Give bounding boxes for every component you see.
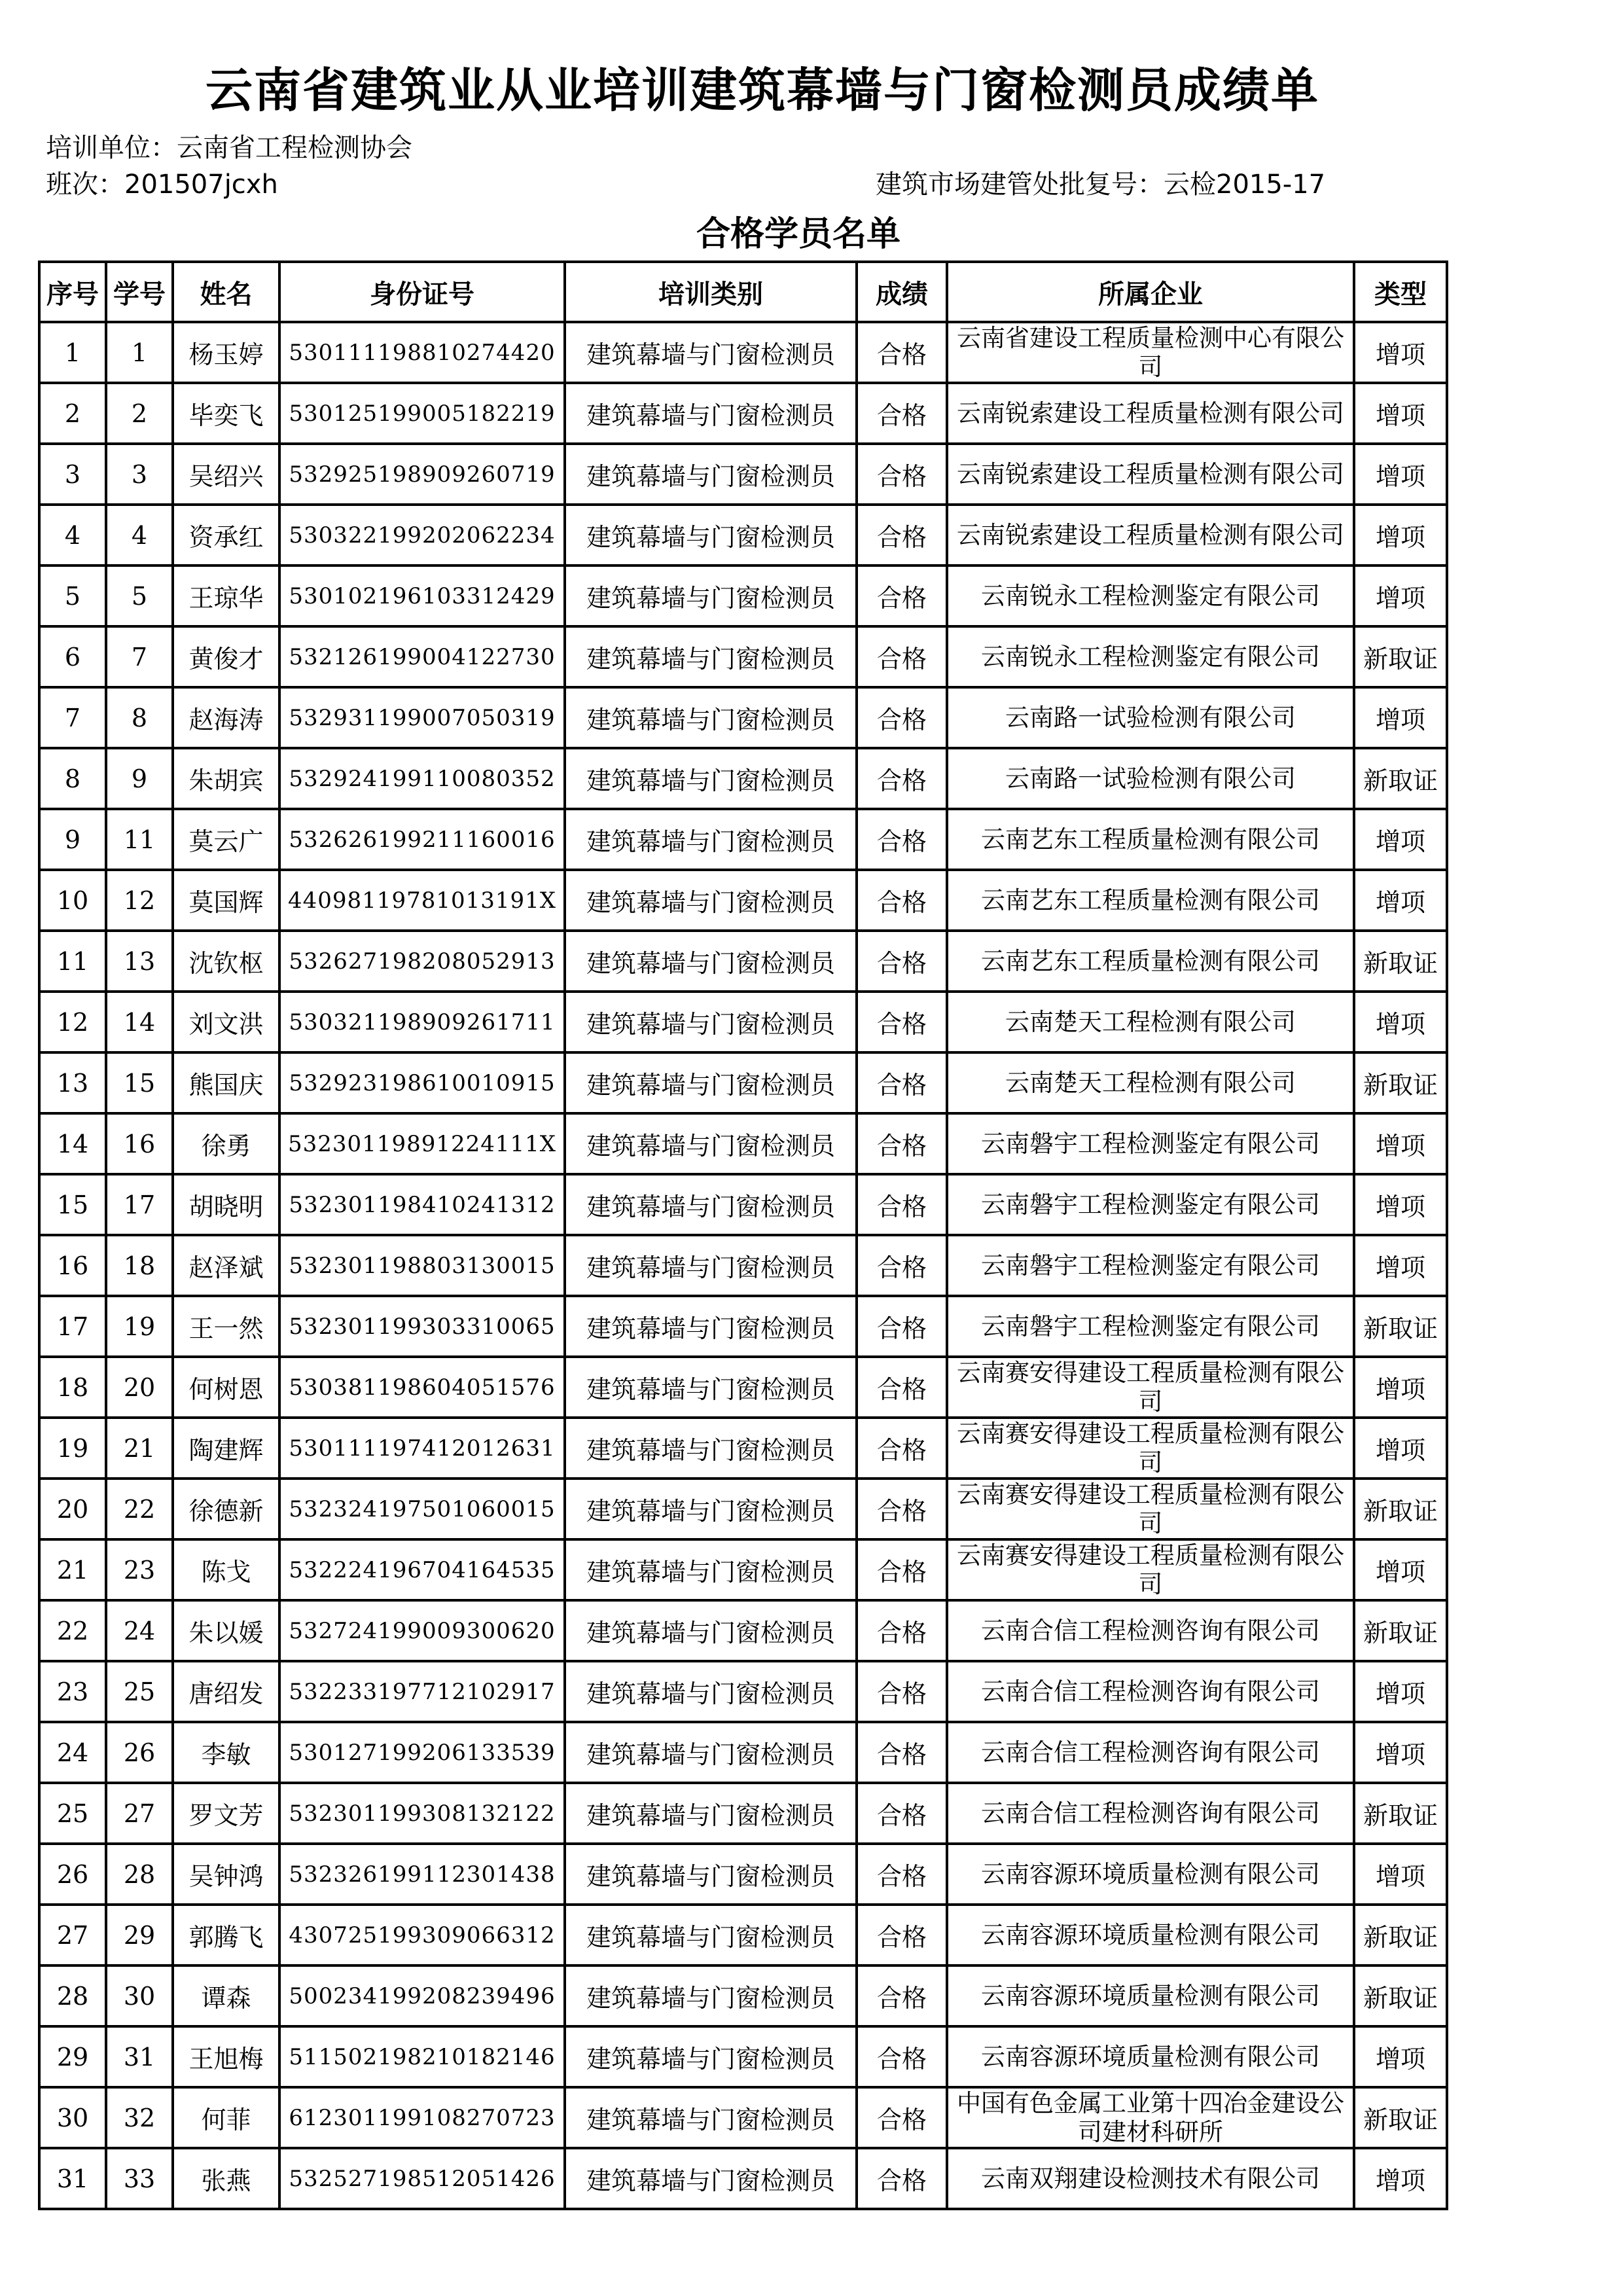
- cell-seq: 23: [39, 1661, 106, 1722]
- cell-type: 增项: [1354, 1539, 1447, 1600]
- cell-name: 熊国庆: [173, 1052, 279, 1113]
- cell-name: 朱胡宾: [173, 748, 279, 809]
- cell-company: 云南磐宇工程检测鉴定有限公司: [947, 1174, 1354, 1235]
- table-row: [39, 2087, 1447, 2148]
- cell-type: 新取证: [1354, 626, 1447, 687]
- cell-score: 合格: [857, 809, 947, 870]
- table-row: [39, 444, 1447, 505]
- cell-id-number: 532126199004122730: [279, 626, 565, 687]
- cell-student-id: 28: [106, 1844, 173, 1905]
- table-row: [39, 1052, 1447, 1113]
- cell-student-id: 12: [106, 870, 173, 931]
- cell-company: 云南磐宇工程检测鉴定有限公司: [947, 1235, 1354, 1296]
- cell-score: 合格: [857, 2026, 947, 2087]
- cell-category: 建筑幕墙与门窗检测员: [565, 1965, 857, 2026]
- cell-student-id: 14: [106, 992, 173, 1052]
- cell-company: 云南锐索建设工程质量检测有限公司: [947, 505, 1354, 565]
- cell-seq: 21: [39, 1539, 106, 1600]
- cell-student-id: 9: [106, 748, 173, 809]
- cell-type: 增项: [1354, 444, 1447, 505]
- cell-name: 王旭梅: [173, 2026, 279, 2087]
- cell-category: 建筑幕墙与门窗检测员: [565, 2087, 857, 2148]
- cell-id-number: 532931199007050319: [279, 687, 565, 748]
- cell-seq: 4: [39, 505, 106, 565]
- cell-student-id: 5: [106, 565, 173, 626]
- cell-category: 建筑幕墙与门窗检测员: [565, 1113, 857, 1174]
- cell-company: 云南楚天工程检测有限公司: [947, 1052, 1354, 1113]
- cell-student-id: 2: [106, 383, 173, 444]
- cell-seq: 20: [39, 1479, 106, 1539]
- cell-student-id: 13: [106, 931, 173, 992]
- cell-category: 建筑幕墙与门窗检测员: [565, 2026, 857, 2087]
- table-row: [39, 1905, 1447, 1965]
- cell-seq: 27: [39, 1905, 106, 1965]
- cell-id-number: 511502198210182146: [279, 2026, 565, 2087]
- cell-company: 云南艺东工程质量检测有限公司: [947, 931, 1354, 992]
- cell-name: 谭森: [173, 1965, 279, 2026]
- cell-type: 增项: [1354, 505, 1447, 565]
- cell-seq: 30: [39, 2087, 106, 2148]
- cell-type: 增项: [1354, 383, 1447, 444]
- cell-category: 建筑幕墙与门窗检测员: [565, 1174, 857, 1235]
- cell-name: 赵海涛: [173, 687, 279, 748]
- table-row: [39, 1965, 1447, 2026]
- cell-category: 建筑幕墙与门窗检测员: [565, 1600, 857, 1661]
- cell-score: 合格: [857, 1357, 947, 1418]
- cell-id-number: 532626199211160016: [279, 809, 565, 870]
- cell-score: 合格: [857, 687, 947, 748]
- cell-name: 李敏: [173, 1722, 279, 1783]
- cell-name: 毕奕飞: [173, 383, 279, 444]
- cell-category: 建筑幕墙与门窗检测员: [565, 1418, 857, 1479]
- cell-student-id: 21: [106, 1418, 173, 1479]
- cell-student-id: 1: [106, 322, 173, 383]
- cell-score: 合格: [857, 931, 947, 992]
- cell-type: 增项: [1354, 1113, 1447, 1174]
- table-body: [39, 322, 1447, 2209]
- cell-seq: 29: [39, 2026, 106, 2087]
- cell-company: 云南艺东工程质量检测有限公司: [947, 809, 1354, 870]
- cell-student-id: 19: [106, 1296, 173, 1357]
- cell-id-number: 430725199309066312: [279, 1905, 565, 1965]
- cell-score: 合格: [857, 505, 947, 565]
- cell-student-id: 3: [106, 444, 173, 505]
- cell-type: 增项: [1354, 809, 1447, 870]
- cell-student-id: 27: [106, 1783, 173, 1844]
- cell-student-id: 11: [106, 809, 173, 870]
- cell-category: 建筑幕墙与门窗检测员: [565, 992, 857, 1052]
- cell-seq: 3: [39, 444, 106, 505]
- cell-name: 唐绍发: [173, 1661, 279, 1722]
- cell-student-id: 24: [106, 1600, 173, 1661]
- cell-score: 合格: [857, 1600, 947, 1661]
- cell-id-number: 53230119891224111X: [279, 1113, 565, 1174]
- cell-seq: 13: [39, 1052, 106, 1113]
- cell-student-id: 29: [106, 1905, 173, 1965]
- cell-company: 云南合信工程检测咨询有限公司: [947, 1722, 1354, 1783]
- cell-score: 合格: [857, 1783, 947, 1844]
- cell-score: 合格: [857, 1479, 947, 1539]
- cell-name: 何菲: [173, 2087, 279, 2148]
- cell-score: 合格: [857, 1296, 947, 1357]
- cell-id-number: 44098119781013191X: [279, 870, 565, 931]
- cell-id-number: 530321198909261711: [279, 992, 565, 1052]
- table-row: [39, 1783, 1447, 1844]
- cell-id-number: 530102196103312429: [279, 565, 565, 626]
- cell-category: 建筑幕墙与门窗检测员: [565, 1052, 857, 1113]
- cell-seq: 10: [39, 870, 106, 931]
- cell-name: 王一然: [173, 1296, 279, 1357]
- cell-score: 合格: [857, 1905, 947, 1965]
- cell-company: 云南路一试验检测有限公司: [947, 748, 1354, 809]
- cell-name: 徐勇: [173, 1113, 279, 1174]
- table-row: [39, 2026, 1447, 2087]
- cell-id-number: 530111198810274420: [279, 322, 565, 383]
- cell-score: 合格: [857, 992, 947, 1052]
- table-row: [39, 809, 1447, 870]
- cell-category: 建筑幕墙与门窗检测员: [565, 565, 857, 626]
- table-row: [39, 1844, 1447, 1905]
- table-row: [39, 992, 1447, 1052]
- cell-student-id: 15: [106, 1052, 173, 1113]
- cell-seq: 1: [39, 322, 106, 383]
- cell-name: 吴钟鸿: [173, 1844, 279, 1905]
- cell-category: 建筑幕墙与门窗检测员: [565, 2148, 857, 2209]
- cell-name: 莫云广: [173, 809, 279, 870]
- cell-category: 建筑幕墙与门窗检测员: [565, 931, 857, 992]
- cell-company: 云南磐宇工程检测鉴定有限公司: [947, 1296, 1354, 1357]
- cell-company: 中国有色金属工业第十四冶金建设公司建材科研所: [947, 2087, 1354, 2148]
- cell-seq: 6: [39, 626, 106, 687]
- cell-seq: 28: [39, 1965, 106, 2026]
- cell-company: 云南锐永工程检测鉴定有限公司: [947, 626, 1354, 687]
- header-name: 姓名: [173, 262, 279, 322]
- header-company: 所属企业: [947, 262, 1354, 322]
- cell-category: 建筑幕墙与门窗检测员: [565, 870, 857, 931]
- cell-name: 朱以媛: [173, 1600, 279, 1661]
- approval-number: 建筑市场建管处批复号：云检2015-17: [876, 170, 1326, 200]
- header-id-number: 身份证号: [279, 262, 565, 322]
- header-student-id: 学号: [106, 262, 173, 322]
- cell-company: 云南容源环境质量检测有限公司: [947, 1844, 1354, 1905]
- cell-category: 建筑幕墙与门窗检测员: [565, 748, 857, 809]
- cell-seq: 15: [39, 1174, 106, 1235]
- cell-score: 合格: [857, 870, 947, 931]
- cell-company: 云南双翔建设检测技术有限公司: [947, 2148, 1354, 2209]
- cell-student-id: 16: [106, 1113, 173, 1174]
- cell-seq: 2: [39, 383, 106, 444]
- cell-id-number: 532301198410241312: [279, 1174, 565, 1235]
- cell-score: 合格: [857, 626, 947, 687]
- table-row: [39, 1418, 1447, 1479]
- cell-id-number: 532326199112301438: [279, 1844, 565, 1905]
- cell-category: 建筑幕墙与门窗检测员: [565, 383, 857, 444]
- cell-type: 增项: [1354, 1844, 1447, 1905]
- table-row: [39, 1539, 1447, 1600]
- cell-score: 合格: [857, 748, 947, 809]
- cell-category: 建筑幕墙与门窗检测员: [565, 1357, 857, 1418]
- cell-name: 陶建辉: [173, 1418, 279, 1479]
- cell-name: 黄俊才: [173, 626, 279, 687]
- cell-seq: 17: [39, 1296, 106, 1357]
- cell-score: 合格: [857, 1174, 947, 1235]
- cell-type: 增项: [1354, 322, 1447, 383]
- cell-company: 云南赛安得建设工程质量检测有限公司: [947, 1357, 1354, 1418]
- cell-seq: 5: [39, 565, 106, 626]
- cell-category: 建筑幕墙与门窗检测员: [565, 505, 857, 565]
- table-row: [39, 1722, 1447, 1783]
- cell-score: 合格: [857, 1661, 947, 1722]
- table-row: [39, 505, 1447, 565]
- cell-company: 云南容源环境质量检测有限公司: [947, 2026, 1354, 2087]
- cell-seq: 18: [39, 1357, 106, 1418]
- cell-seq: 16: [39, 1235, 106, 1296]
- cell-type: 增项: [1354, 1235, 1447, 1296]
- cell-category: 建筑幕墙与门窗检测员: [565, 322, 857, 383]
- cell-company: 云南合信工程检测咨询有限公司: [947, 1661, 1354, 1722]
- cell-seq: 7: [39, 687, 106, 748]
- cell-category: 建筑幕墙与门窗检测员: [565, 1722, 857, 1783]
- cell-seq: 12: [39, 992, 106, 1052]
- cell-id-number: 532925198909260719: [279, 444, 565, 505]
- cell-name: 徐德新: [173, 1479, 279, 1539]
- cell-type: 新取证: [1354, 2087, 1447, 2148]
- cell-type: 增项: [1354, 2148, 1447, 2209]
- cell-student-id: 30: [106, 1965, 173, 2026]
- cell-seq: 31: [39, 2148, 106, 2209]
- cell-id-number: 532924199110080352: [279, 748, 565, 809]
- cell-name: 沈钦枢: [173, 931, 279, 992]
- cell-seq: 14: [39, 1113, 106, 1174]
- cell-category: 建筑幕墙与门窗检测员: [565, 444, 857, 505]
- cell-score: 合格: [857, 1113, 947, 1174]
- cell-category: 建筑幕墙与门窗检测员: [565, 1844, 857, 1905]
- cell-score: 合格: [857, 2148, 947, 2209]
- cell-id-number: 532324197501060015: [279, 1479, 565, 1539]
- table-row: [39, 1296, 1447, 1357]
- cell-type: 增项: [1354, 565, 1447, 626]
- cell-seq: 25: [39, 1783, 106, 1844]
- table-row: [39, 687, 1447, 748]
- cell-category: 建筑幕墙与门窗检测员: [565, 1661, 857, 1722]
- cell-score: 合格: [857, 444, 947, 505]
- cell-company: 云南锐索建设工程质量检测有限公司: [947, 383, 1354, 444]
- cell-seq: 9: [39, 809, 106, 870]
- cell-category: 建筑幕墙与门窗检测员: [565, 1905, 857, 1965]
- table-row: [39, 931, 1447, 992]
- table-row: [39, 748, 1447, 809]
- cell-type: 增项: [1354, 1418, 1447, 1479]
- cell-type: 新取证: [1354, 1296, 1447, 1357]
- table-row: [39, 1479, 1447, 1539]
- cell-company: 云南赛安得建设工程质量检测有限公司: [947, 1479, 1354, 1539]
- cell-type: 新取证: [1354, 748, 1447, 809]
- table-row: [39, 626, 1447, 687]
- cell-id-number: 500234199208239496: [279, 1965, 565, 2026]
- cell-student-id: 4: [106, 505, 173, 565]
- cell-company: 云南容源环境质量检测有限公司: [947, 1905, 1354, 1965]
- cell-type: 增项: [1354, 1722, 1447, 1783]
- cell-company: 云南路一试验检测有限公司: [947, 687, 1354, 748]
- cell-student-id: 23: [106, 1539, 173, 1600]
- cell-category: 建筑幕墙与门窗检测员: [565, 1296, 857, 1357]
- header-seq: 序号: [39, 262, 106, 322]
- cell-score: 合格: [857, 1844, 947, 1905]
- cell-name: 赵泽斌: [173, 1235, 279, 1296]
- cell-company: 云南艺东工程质量检测有限公司: [947, 870, 1354, 931]
- cell-id-number: 530381198604051576: [279, 1357, 565, 1418]
- cell-name: 陈戈: [173, 1539, 279, 1600]
- cell-seq: 26: [39, 1844, 106, 1905]
- cell-name: 刘文洪: [173, 992, 279, 1052]
- page-title: 云南省建筑业从业培训建筑幕墙与门窗检测员成绩单: [205, 63, 1319, 118]
- cell-student-id: 18: [106, 1235, 173, 1296]
- cell-type: 新取证: [1354, 1600, 1447, 1661]
- table-row: [39, 1661, 1447, 1722]
- cell-name: 罗文芳: [173, 1783, 279, 1844]
- table-row: [39, 322, 1447, 383]
- cell-student-id: 25: [106, 1661, 173, 1722]
- cell-score: 合格: [857, 1965, 947, 2026]
- cell-company: 云南楚天工程检测有限公司: [947, 992, 1354, 1052]
- list-subtitle: 合格学员名单: [696, 215, 901, 254]
- cell-type: 增项: [1354, 687, 1447, 748]
- results-table: [38, 260, 1448, 2210]
- cell-company: 云南合信工程检测咨询有限公司: [947, 1600, 1354, 1661]
- cell-id-number: 532627198208052913: [279, 931, 565, 992]
- cell-company: 云南合信工程检测咨询有限公司: [947, 1783, 1354, 1844]
- cell-company: 云南赛安得建设工程质量检测有限公司: [947, 1418, 1354, 1479]
- cell-student-id: 26: [106, 1722, 173, 1783]
- cell-student-id: 17: [106, 1174, 173, 1235]
- cell-company: 云南磐宇工程检测鉴定有限公司: [947, 1113, 1354, 1174]
- cell-seq: 11: [39, 931, 106, 992]
- cell-type: 增项: [1354, 1174, 1447, 1235]
- cell-category: 建筑幕墙与门窗检测员: [565, 1235, 857, 1296]
- header-category: 培训类别: [565, 262, 857, 322]
- cell-id-number: 530322199202062234: [279, 505, 565, 565]
- header-score: 成绩: [857, 262, 947, 322]
- cell-id-number: 530127199206133539: [279, 1722, 565, 1783]
- cell-id-number: 532301199303310065: [279, 1296, 565, 1357]
- cell-type: 增项: [1354, 992, 1447, 1052]
- cell-seq: 19: [39, 1418, 106, 1479]
- cell-student-id: 20: [106, 1357, 173, 1418]
- training-unit: 培训单位：云南省工程检测协会: [46, 133, 412, 163]
- cell-name: 胡晓明: [173, 1174, 279, 1235]
- cell-score: 合格: [857, 322, 947, 383]
- cell-type: 增项: [1354, 1357, 1447, 1418]
- cell-type: 新取证: [1354, 1052, 1447, 1113]
- cell-type: 新取证: [1354, 1479, 1447, 1539]
- cell-score: 合格: [857, 1722, 947, 1783]
- cell-id-number: 532301199308132122: [279, 1783, 565, 1844]
- cell-type: 新取证: [1354, 1965, 1447, 2026]
- cell-student-id: 22: [106, 1479, 173, 1539]
- cell-student-id: 8: [106, 687, 173, 748]
- cell-category: 建筑幕墙与门窗检测员: [565, 687, 857, 748]
- cell-score: 合格: [857, 383, 947, 444]
- cell-id-number: 532527198512051426: [279, 2148, 565, 2209]
- cell-score: 合格: [857, 1418, 947, 1479]
- cell-id-number: 532724199009300620: [279, 1600, 565, 1661]
- table-row: [39, 2148, 1447, 2209]
- table-header-row: [39, 262, 1447, 322]
- cell-name: 资承红: [173, 505, 279, 565]
- cell-id-number: 532923198610010915: [279, 1052, 565, 1113]
- cell-name: 吴绍兴: [173, 444, 279, 505]
- cell-id-number: 530125199005182219: [279, 383, 565, 444]
- cell-category: 建筑幕墙与门窗检测员: [565, 809, 857, 870]
- class-number: 班次：201507jcxh: [46, 170, 278, 200]
- cell-score: 合格: [857, 565, 947, 626]
- cell-type: 新取证: [1354, 931, 1447, 992]
- cell-score: 合格: [857, 1539, 947, 1600]
- table-row: [39, 870, 1447, 931]
- cell-name: 郭腾飞: [173, 1905, 279, 1965]
- cell-id-number: 530111197412012631: [279, 1418, 565, 1479]
- cell-score: 合格: [857, 2087, 947, 2148]
- cell-type: 新取证: [1354, 1905, 1447, 1965]
- cell-type: 增项: [1354, 2026, 1447, 2087]
- cell-student-id: 32: [106, 2087, 173, 2148]
- cell-name: 杨玉婷: [173, 322, 279, 383]
- cell-seq: 8: [39, 748, 106, 809]
- cell-type: 增项: [1354, 1661, 1447, 1722]
- cell-student-id: 31: [106, 2026, 173, 2087]
- cell-student-id: 7: [106, 626, 173, 687]
- cell-company: 云南省建设工程质量检测中心有限公司: [947, 322, 1354, 383]
- table-row: [39, 565, 1447, 626]
- cell-seq: 24: [39, 1722, 106, 1783]
- table-row: [39, 1174, 1447, 1235]
- table-row: [39, 1600, 1447, 1661]
- cell-company: 云南容源环境质量检测有限公司: [947, 1965, 1354, 2026]
- cell-category: 建筑幕墙与门窗检测员: [565, 626, 857, 687]
- cell-type: 新取证: [1354, 1783, 1447, 1844]
- cell-category: 建筑幕墙与门窗检测员: [565, 1539, 857, 1600]
- cell-category: 建筑幕墙与门窗检测员: [565, 1479, 857, 1539]
- cell-id-number: 532224196704164535: [279, 1539, 565, 1600]
- cell-id-number: 532233197712102917: [279, 1661, 565, 1722]
- cell-name: 何树恩: [173, 1357, 279, 1418]
- cell-id-number: 532301198803130015: [279, 1235, 565, 1296]
- table-row: [39, 1113, 1447, 1174]
- cell-category: 建筑幕墙与门窗检测员: [565, 1783, 857, 1844]
- cell-seq: 22: [39, 1600, 106, 1661]
- cell-company: 云南锐索建设工程质量检测有限公司: [947, 444, 1354, 505]
- cell-student-id: 33: [106, 2148, 173, 2209]
- cell-company: 云南赛安得建设工程质量检测有限公司: [947, 1539, 1354, 1600]
- cell-name: 莫国辉: [173, 870, 279, 931]
- cell-score: 合格: [857, 1235, 947, 1296]
- table-row: [39, 1235, 1447, 1296]
- cell-score: 合格: [857, 1052, 947, 1113]
- cell-type: 增项: [1354, 870, 1447, 931]
- cell-name: 张燕: [173, 2148, 279, 2209]
- cell-company: 云南锐永工程检测鉴定有限公司: [947, 565, 1354, 626]
- header-type: 类型: [1354, 262, 1447, 322]
- cell-id-number: 612301199108270723: [279, 2087, 565, 2148]
- table-row: [39, 383, 1447, 444]
- cell-name: 王琼华: [173, 565, 279, 626]
- table-row: [39, 1357, 1447, 1418]
